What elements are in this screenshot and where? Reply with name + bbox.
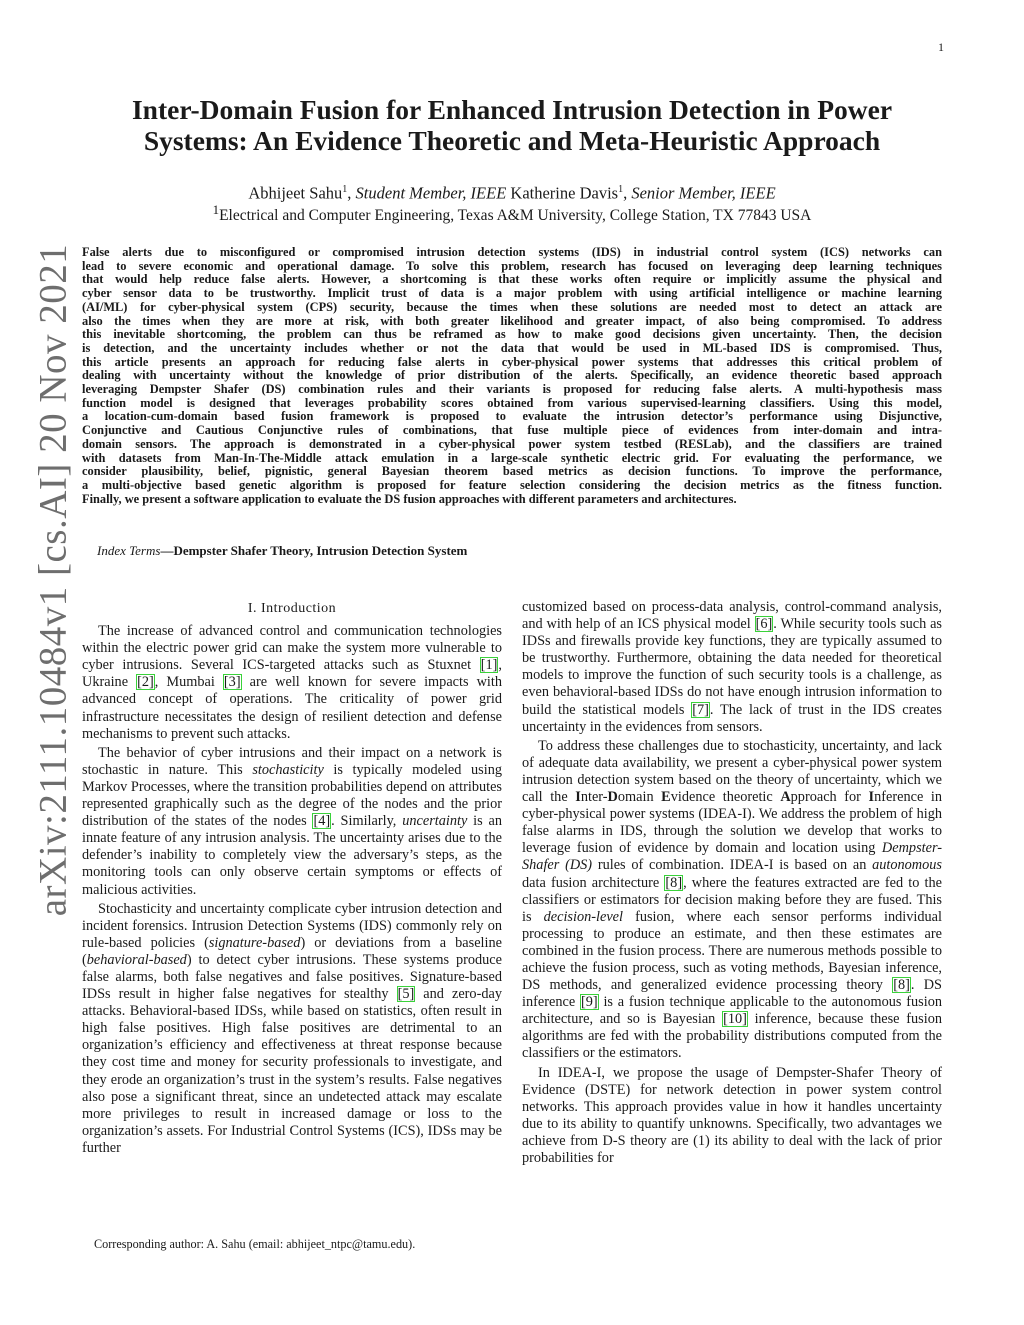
abstract-line: lead to severe economic and operational damage. To solve this problem, research has focused on leveraging deep learning techniques (82, 258, 942, 273)
citation-link[interactable]: [9] (580, 994, 598, 1011)
abstract-line: with datasets from Man-In-The-Middle attack emulation in a large-scale synthetic electric grid. For evaluating the performance, we (82, 450, 942, 465)
abstract-line: False alerts due to misconfigured or compromised intrusion detection systems (IDS) in industrial control system (ICS) networks can (82, 245, 942, 259)
abstract-line: Conjunctive and Cautious Conjunctive rules of combinations, that fuse multiple piece of evidences from inter-domain and intra- (82, 423, 942, 438)
abstract-line: also the times when they are more at risk, with both greater likelihood and greater impact, of also being compromised. To address (82, 313, 942, 328)
author-2-affil-mark: 1 (618, 184, 624, 195)
abstract-line: dealing with uncertainty without the knowledge of prior distribution of the alerts. Specifically, an evidence theoretic based approach (82, 368, 942, 383)
abstract (82, 246, 942, 506)
citation-link[interactable]: [6] (755, 616, 773, 633)
abstract-line: Finally, we present a software application to evaluate the DS fusion approaches with different parameters and architectures. (82, 491, 737, 506)
affiliation-mark: 1 (212, 202, 220, 217)
author-2-role: Senior Member, IEEE (631, 183, 776, 203)
abstract-line: leveraging Dempster Shafer (DS) combination rules and their variants is proposed for reducing false alerts. A multi-hypothesis mass (82, 382, 942, 397)
citation-link[interactable]: [10] (723, 1011, 747, 1028)
author-2-name: Katherine Davis (510, 183, 619, 203)
citation-link[interactable]: [5] (397, 986, 415, 1003)
title-line-1: Inter-Domain Fusion for Enhanced Intrusion Detection in Power (131, 94, 893, 125)
paper-title (0, 94, 1024, 156)
intro-paragraph-1: The increase of advanced control and communication technologies within the electric power grid can make the system more vulnerable to cyber intrusions. Several ICS-targeted attacks such as Stuxnet [1], Ukraine [2], Mumbai [3] are well known for severe impacts with advanced concept of operations. The criticality of power grid infrastructure necessitates the design of resilient detection and defense mechanisms to prevent such attacks. (82, 623, 503, 742)
index-terms-label: Index Terms (97, 543, 161, 558)
affiliation (0, 200, 1024, 226)
abstract-line: function model is designed that leverages probability scores obtained from various supervised-learning classifiers. Using this model, (82, 395, 942, 410)
abstract-line: is detection, and the uncertainty includes whether or not the data that would be used in ML-based IDS is compromised. Thus, (82, 340, 942, 355)
author-1-name: Abhijeet Sahu (248, 183, 343, 203)
abstract-line: (AI/ML) for cyber-physical system (CPS) security, because the times when these solutions are needed most to detect an attack are (82, 299, 942, 314)
abstract-line: a multi-objective based genetic algorithm is proposed for feature selection considering the decision metrics as the fitness function. (82, 477, 942, 492)
intro-paragraph-6: In IDEA-I, we propose the usage of Dempster-Shafer Theory of Evidence (DSTE) for network detection in power system control networks. This approach provides value in how it handles uncertainty due to its ability to quantify unknowns. Specifically, two advantages we achieve from D-S theory are (1) its ability to deal with the lack of prior probabilities for (522, 1064, 942, 1166)
citation-link[interactable]: [8] (665, 874, 683, 891)
arxiv-identifier-text: arXiv:2111.10484v1 [cs.AI] 20 Nov 2021 (31, 243, 75, 917)
author-list: Abhijeet Sahu$^1$, Student Member, IEEE Katherine Davis$^1$, Senior Member, IEEE (248, 183, 776, 203)
author-1-role: Student Member, IEEE (355, 183, 507, 203)
arxiv-identifier (22, 200, 84, 960)
citation-link[interactable]: [8] (893, 977, 910, 994)
right-column (522, 599, 942, 1169)
section-heading: I. Introduction (247, 601, 337, 616)
author-1-affil-mark: 1 (342, 184, 348, 195)
abstract-line: that would help reduce false alerts. However, a shortcoming is that these works often require or implicitly assume the physical and (82, 272, 942, 287)
index-terms (97, 543, 467, 559)
page-number: 1 (938, 40, 944, 54)
abstract-line: consider plausibility, belief, pignistic, general Bayesian theorem based metrics as decision functions. To improve the performance, (82, 464, 942, 479)
citation-link[interactable]: [1] (480, 657, 498, 674)
citation-link[interactable]: [3] (223, 674, 241, 691)
title-line-2: Systems: An Evidence Theoretic and Meta-Heuristic Approach (143, 125, 881, 156)
intro-paragraph-5: To address these challenges due to stochasticity, uncertainty, and lack of adequate data availability, we present a cyber-physical power system intrusion detection system based on the theory of uncertainty, which we call the Inter-Domain Evidence theoretic Approach for Inference in cyber-physical power systems (IDEA-I). We address the problem of high false alarms in IDS, through the solution we develop that works to leverage fusion of evidence by domain and location using Dempster-Shafer (DS) rules of combination. IDEA-I is based on an autonomous data fusion architecture [8], where the features extracted are fed to the classifiers or estimators for decision making before they are fused. This is decision-level fusion, where each sensor performs individual processing to produce an estimate, and then these estimates are combined in the fusion process. There are numerous methods possible to achieve the fusion process, such as voting methods, Bayesian inference, DS methods, and generalized evidence processing theory [8]. DS inference [9] is a fusion technique applicable to the autonomous fusion architecture, and so is Bayesian [10] inference, because these fusion algorithms are fed with the probability distributions computed from the classifiers or the estimators. (522, 737, 942, 1062)
intro-paragraph-4: customized based on process-data analysis, control-command analysis, and with help of an ICS physical model [6]. While security tools such as IDSs and firewalls provide key functions, they are typically assumed to be trustworthy. Furthermore, obtaining the data needed for theoretical models to improve the function of such security tools is a challenge, as even behavioral-based IDSs do not have enough intrusion information to build the statistical models [7]. The lack of trust in the IDS creates uncertainty in the evidences from sensors. (522, 599, 942, 735)
abstract-line: cyber sensor data to be trustworthy. Implicit trust of data is a major problem with using artificial intelligence or machine learning (82, 286, 942, 301)
intro-paragraph-2: The behavior of cyber intrusions and their impact on a network is stochastic in nature. This stochasticity is typically modeled using Markov Processes, where the transition probabilities depend on attributes represented graphically such as the degree of the nodes and the prior distribution of the states of the nodes [4]. Similarly, uncertainty is an innate feature of any intrusion analysis. The uncertainty arises due to the defender’s inability to completely view the adversary’s steps, as the monitoring tools can only observe certain symptoms or effects of malicious activities. (82, 744, 502, 898)
left-column (82, 600, 502, 1159)
abstract-line: this article presents an approach for reducing false alerts in cyber-physical power systems that addresses this critical problem of (82, 354, 942, 369)
citation-link[interactable]: [2] (137, 674, 154, 691)
affiliation-text: Electrical and Computer Engineering, Texas A&M University, College Station, TX 77843 USA (219, 207, 812, 225)
abstract-line: a location-cum-domain based fusion framework is proposed to evaluate the intrusion detector’s performance using Disjunctive, (82, 409, 942, 424)
citation-link[interactable]: [4] (313, 813, 331, 830)
abstract-line: this inevitable shortcoming, the problem can thus be reframed as how to make good decisions given uncertainty. Then, the decision (82, 327, 942, 342)
index-terms-text: —Dempster Shafer Theory, Intrusion Detection System (160, 543, 468, 558)
citation-link[interactable]: [7] (692, 701, 709, 718)
abstract-line: domain sensors. The approach is demonstrated in a cyber-physical power system testbed (RESLab), and the classifiers are trained (82, 436, 942, 451)
intro-paragraph-3: Stochasticity and uncertainty complicate cyber intrusion detection and incident forensics. Intrusion Detection Systems (IDS) commonly rely on rule-based policies (signature-based) or deviations from a baseline (behavioral-based) to detect cyber intrusions. These systems produce false alarms, both false negatives and false positives. Signature-based IDSs result in higher false negatives for stealthy [5] and zero-day attacks. Behavioral-based IDSs, while based on statistics, often result in high false positives. High false positives are detrimental to an organization’s efficiency and effectiveness at threat response because they cost time and money for security professionals to investigate, and they erode an organization’s trust in the system’s results. False negatives also pose a significant threat, since an undetected attack may escalate more privileges to result in increased damage or loss to the organization’s assets. For Industrial Control Systems (ICS), IDSs may be further (82, 900, 502, 1156)
corresponding-author-footnote: Corresponding author: A. Sahu (email: abhijeet_ntpc@tamu.edu). (94, 1237, 416, 1251)
